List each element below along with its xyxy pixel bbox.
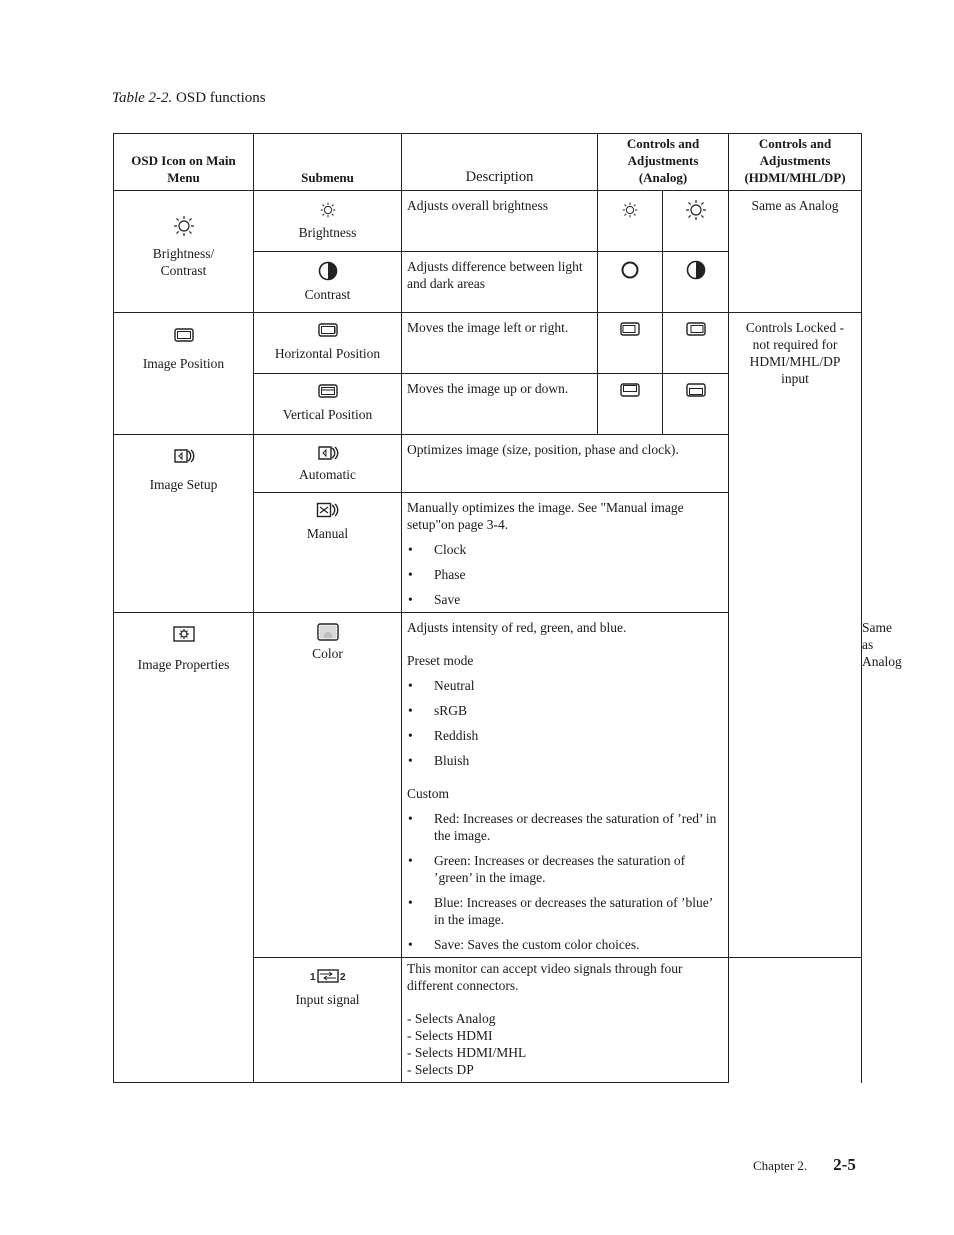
list-item: • Blue: Increases or decreases the saturation of ’blue’ in the image. xyxy=(407,894,717,928)
group-label: Image Properties xyxy=(137,657,230,672)
input-option: - Selects HDMI/MHL xyxy=(407,1045,527,1060)
preset-mode-label: Preset mode xyxy=(407,653,474,668)
list-item: • Save xyxy=(407,591,723,608)
header-digital: Controls and Adjustments (HDMI/MHL/DP) xyxy=(729,134,862,191)
analog-control-vertical-up xyxy=(598,374,663,435)
analog-control-contrast-up xyxy=(663,252,729,313)
description-vertical-position: Moves the image up or down. xyxy=(402,374,598,435)
description-color xyxy=(402,613,729,958)
sun-large-icon xyxy=(685,199,707,221)
header-analog: Controls and Adjustments (Analog) xyxy=(598,134,729,191)
group-label: Brightness/ Contrast xyxy=(152,246,215,278)
input-signal-icon xyxy=(310,968,346,984)
move-up-icon xyxy=(620,382,640,398)
group-image-position xyxy=(114,313,254,435)
list-item: • sRGB xyxy=(407,702,723,719)
submenu-label: Manual xyxy=(306,526,349,541)
description-automatic: Optimizes image (size, position, phase and clock). xyxy=(402,435,729,493)
submenu-vertical-position xyxy=(254,374,402,435)
list-item: • Save: Saves the custom color choices. xyxy=(407,936,717,953)
group-label: Image Position xyxy=(142,356,225,371)
list-item: • Reddish xyxy=(407,727,723,744)
caption-title: OSD functions xyxy=(176,90,266,106)
input-option: - Selects Analog xyxy=(407,1011,496,1026)
analog-control-horizontal-right xyxy=(663,313,729,374)
custom-list xyxy=(407,810,723,953)
custom-label: Custom xyxy=(407,786,450,801)
input-icon-left-label: 1 xyxy=(309,972,316,983)
header-description: Description xyxy=(402,134,598,191)
analog-control-vertical-down xyxy=(663,374,729,435)
move-right-icon xyxy=(686,321,706,337)
list-item: • Neutral xyxy=(407,677,723,694)
submenu-automatic xyxy=(254,435,402,493)
list-item: • Clock xyxy=(407,541,723,558)
color-icon xyxy=(317,623,339,641)
submenu-manual xyxy=(254,493,402,613)
contrast-icon xyxy=(318,261,338,281)
input-icon-right-label: 2 xyxy=(339,972,346,983)
input-option: - Selects HDMI xyxy=(407,1028,493,1043)
submenu-label: Vertical Position xyxy=(282,407,373,422)
list-item: • Red: Increases or decreases the saturation of ’red’ in the image. xyxy=(407,810,717,844)
submenu-horizontal-position xyxy=(254,313,402,374)
digital-brightness-contrast: Same as Analog xyxy=(729,191,862,313)
footer-chapter: Chapter 2. xyxy=(753,1158,808,1173)
horizontal-position-icon xyxy=(318,322,338,338)
sun-icon xyxy=(173,215,195,237)
group-image-setup xyxy=(114,435,254,613)
vertical-position-icon xyxy=(318,383,338,399)
analog-control-brightness-down xyxy=(598,191,663,252)
table-row xyxy=(114,191,862,252)
move-left-icon xyxy=(620,321,640,337)
header-main-icon: OSD Icon on Main Menu xyxy=(114,134,254,191)
list-item: • Green: Increases or decreases the saturation of ’green’ in the image. xyxy=(407,852,717,886)
submenu-label: Color xyxy=(312,646,343,661)
contrast-icon xyxy=(686,260,706,280)
manual-items-list xyxy=(407,541,723,608)
input-description-text: This monitor can accept video signals through four different connectors. xyxy=(407,961,683,993)
description-brightness: Adjusts overall brightness xyxy=(402,191,598,252)
list-item: • Phase xyxy=(407,566,723,583)
group-image-properties xyxy=(114,613,254,1083)
description-manual xyxy=(402,493,729,613)
submenu-label: Horizontal Position xyxy=(274,346,381,361)
sun-small-icon xyxy=(622,202,638,218)
move-down-icon xyxy=(686,382,706,398)
description-horizontal-position: Moves the image left or right. xyxy=(402,313,598,374)
input-option: - Selects DP xyxy=(407,1062,474,1077)
submenu-label: Input signal xyxy=(295,992,360,1007)
submenu-brightness xyxy=(254,191,402,252)
page-number: 2-5 xyxy=(833,1155,856,1174)
caption-prefix: Table 2-2. xyxy=(112,90,173,106)
group-label: Image Setup xyxy=(149,477,218,492)
gear-box-icon xyxy=(173,626,195,642)
submenu-label: Automatic xyxy=(299,467,356,482)
manual-description-text: Manually optimizes the image. See "Manual image setup"on page 3-4. xyxy=(407,500,684,532)
analog-control-horizontal-left xyxy=(598,313,663,374)
submenu-color xyxy=(254,613,402,958)
submenu-contrast xyxy=(254,252,402,313)
color-description-text: Adjusts intensity of red, green, and blue. xyxy=(407,620,627,635)
auto-setup-icon xyxy=(173,448,195,464)
analog-control-contrast-down xyxy=(598,252,663,313)
monitor-frame-icon xyxy=(174,327,194,343)
table-caption xyxy=(112,90,266,107)
circle-outline-icon xyxy=(621,261,639,279)
preset-mode-list xyxy=(407,677,723,769)
submenu-label: Brightness xyxy=(298,225,357,240)
osd-functions-table xyxy=(113,133,902,1083)
page-footer xyxy=(753,1155,856,1175)
header-row xyxy=(114,134,862,191)
group-brightness-contrast xyxy=(114,191,254,313)
sun-icon xyxy=(320,202,336,218)
analog-control-brightness-up xyxy=(663,191,729,252)
table-row xyxy=(114,313,862,374)
description-input-signal xyxy=(402,958,729,1083)
submenu-input-signal xyxy=(254,958,402,1083)
digital-image-position: Controls Locked - not required for HDMI/MHL/DP input xyxy=(729,313,862,958)
description-contrast: Adjusts difference between light and dark areas xyxy=(402,252,598,313)
manual-setup-icon xyxy=(316,502,340,518)
table-row: Image Properties Color Adjusts intensity of red, green, and blue. Preset mode • Neutral • sRGB • Reddish • Bluish Custom • Red: Increases or decreases the saturation of ’red’ in the image. • Green: Increases or decreases the saturation of ’green’ in the image. • Blue: Increases or decreases the saturation of ’blue’ in the image. • Save: Saves the custom color choices. Same as Analog xyxy=(114,613,862,958)
list-item: • Bluish xyxy=(407,752,723,769)
header-submenu: Submenu xyxy=(254,134,402,191)
auto-setup-icon xyxy=(317,445,339,461)
submenu-label: Contrast xyxy=(304,287,351,302)
